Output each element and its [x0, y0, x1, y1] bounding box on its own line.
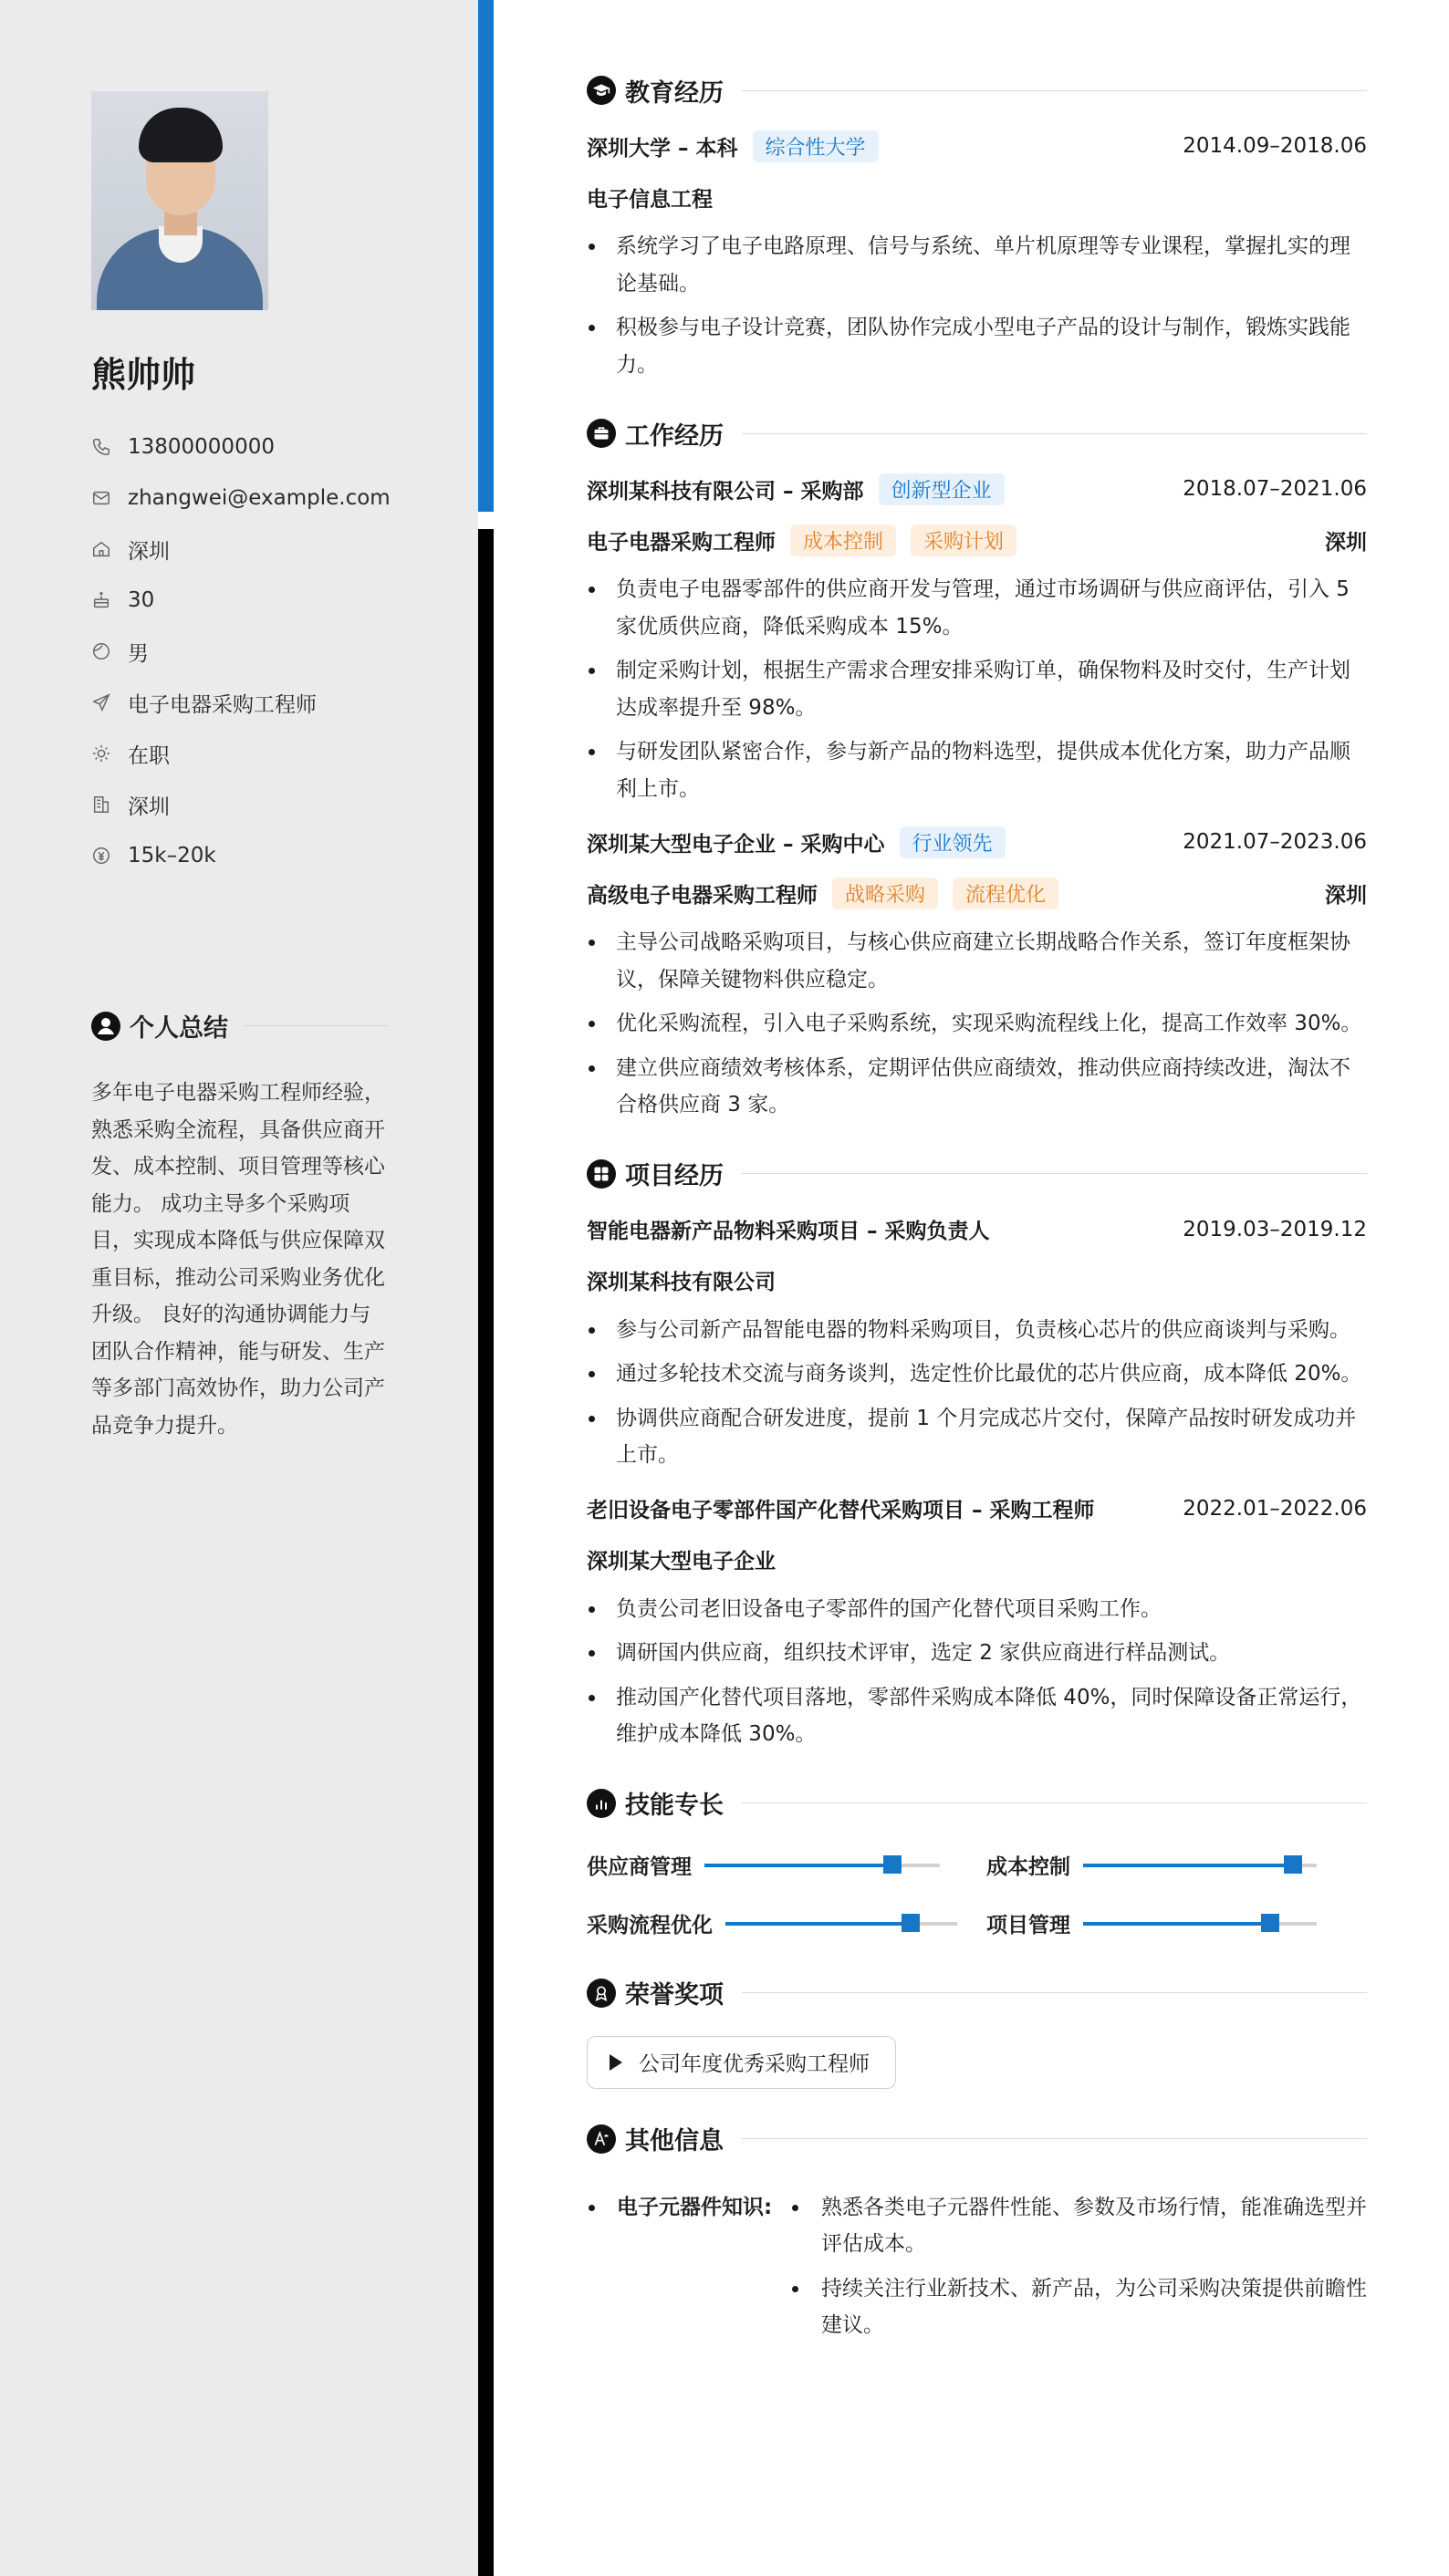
info-text: 男 — [128, 641, 149, 666]
info-email — [91, 473, 456, 524]
company-name: 深圳某大型电子企业 – 采购中心 — [587, 832, 885, 857]
education-date: 2014.09–2018.06 — [1183, 134, 1367, 158]
email-icon — [91, 488, 111, 508]
list-item: 推动国产化替代项目落地，零部件采购成本降低 40%，同时保障设备正常运行，维护成本降低 30%。 — [587, 1679, 1367, 1753]
skill-name: 成本控制 — [986, 1855, 1070, 1879]
job-city: 深圳 — [1325, 883, 1367, 908]
project-entry — [587, 1204, 1367, 1474]
skill-item — [986, 1846, 1367, 1885]
play-icon — [610, 2054, 622, 2071]
skill-name: 项目管理 — [986, 1914, 1070, 1937]
list-item: 熟悉各类电子元器件性能、参数及市场行情，能准确选型并评估成本。 — [790, 2189, 1367, 2263]
list-item: 持续关注行业新技术、新产品，为公司采购决策提供前瞻性建议。 — [790, 2270, 1367, 2344]
skill-item — [587, 1846, 986, 1885]
summary-text: 多年电子电器采购工程师经验，熟悉采购全流程，具备供应商开发、成本控制、项目管理等核心能力。 成功主导多个采购项目，实现成本降低与供应保障双重目标，推动公司采购业务优化升级。 良好的沟通协调能力与团队合作精神，能与研发、生产等多部门高效协作，助力公司产品竞争力提升。 — [91, 1081, 385, 1438]
job-date: 2021.07–2023.06 — [1183, 830, 1367, 854]
other-info — [587, 2189, 1367, 2352]
divider-accent-bar — [478, 0, 494, 512]
list-item: 调研国内供应商，组织技术评审，选定 2 家供应商进行样品测试。 — [587, 1635, 1367, 1672]
projects-heading — [587, 1157, 1367, 1191]
skill-bar — [704, 1864, 940, 1867]
summary-title: 个人总结 — [130, 1014, 228, 1043]
company-tag: 行业领先 — [900, 826, 1006, 858]
project-org: 深圳某大型电子企业 — [587, 1550, 776, 1574]
company-tag: 创新型企业 — [879, 473, 1005, 505]
job-date: 2018.07–2021.06 — [1183, 477, 1367, 501]
skill-bar — [1083, 1922, 1317, 1926]
skill-bar — [1083, 1864, 1317, 1867]
section-title: 教育经历 — [625, 78, 724, 108]
info-position — [91, 677, 456, 728]
info-text: 深圳 — [128, 795, 170, 819]
bullet-dot — [589, 2205, 595, 2211]
skill-bar-fill — [725, 1922, 911, 1926]
list-item: 负责公司老旧设备电子零部件的国产化替代项目采购工作。 — [587, 1591, 1367, 1628]
other-key: 电子元器件知识: — [617, 2195, 773, 2219]
list-item: 通过多轮技术交流与商务谈判，选定性价比最优的芯片供应商，成本降低 20%。 — [587, 1356, 1367, 1393]
education-heading — [587, 73, 1367, 108]
job-entry — [587, 816, 1367, 1124]
chart-icon — [587, 1789, 616, 1818]
skill-bar — [725, 1922, 957, 1926]
company-name: 深圳某科技有限公司 – 采购部 — [587, 479, 864, 504]
education-row — [587, 120, 1367, 171]
skill-tag: 成本控制 — [790, 525, 896, 556]
info-text: 电子电器采购工程师 — [128, 692, 317, 717]
heading-rule — [243, 1025, 388, 1026]
skill-bar-fill — [1083, 1864, 1293, 1867]
award-icon — [587, 1979, 616, 2008]
skill-tag: 采购计划 — [911, 525, 1016, 556]
list-item: 与研发团队紧密合作，参与新产品的物料选型，提供成本优化方案，助力产品顺利上市。 — [587, 733, 1367, 807]
job-entry — [587, 463, 1367, 807]
status-icon — [91, 743, 111, 763]
project-bullets — [587, 1591, 1367, 1753]
list-item: 制定采购计划，根据生产需求合理安排采购订单，确保物料及时交付，生产计划达成率提升至 98%。 — [587, 652, 1367, 726]
profile-photo — [91, 91, 268, 310]
school-tag: 综合性大学 — [753, 130, 879, 162]
user-icon — [91, 1012, 120, 1041]
skill-item — [587, 1905, 986, 1943]
list-item: 协调供应商配合研发进度，提前 1 个月完成芯片交付，保障产品按时研发成功并上市。 — [587, 1400, 1367, 1474]
honors-heading — [587, 1976, 1367, 2010]
project-org: 深圳某科技有限公司 — [587, 1271, 776, 1294]
candidate-name: 熊帅帅 — [91, 355, 196, 395]
list-item: 系统学习了电子电路原理、信号与系统、单片机原理等专业课程，掌握扎实的理论基础。 — [587, 228, 1367, 302]
heading-rule — [742, 433, 1367, 434]
heading-rule — [742, 1173, 1367, 1174]
skill-bar-fill — [704, 1864, 892, 1867]
phone-icon — [91, 437, 111, 457]
award-item — [587, 2036, 896, 2089]
info-text: 深圳 — [128, 539, 170, 564]
skill-bar-knob — [1261, 1914, 1279, 1932]
info-work-city — [91, 779, 456, 830]
info-gender — [91, 626, 456, 677]
info-text: 13800000000 — [128, 435, 275, 459]
skill-bar-knob — [1284, 1855, 1302, 1874]
divider-dark-bar — [478, 529, 494, 2576]
skill-item — [986, 1905, 1367, 1943]
building-icon — [91, 795, 111, 815]
cake-icon — [91, 590, 111, 610]
home-icon — [91, 539, 111, 559]
skill-tag: 流程优化 — [953, 878, 1058, 909]
language-icon — [587, 2124, 616, 2154]
salary-icon — [91, 846, 111, 866]
main-content — [587, 73, 1367, 2352]
heading-rule — [742, 2138, 1367, 2139]
list-item: 主导公司战略采购项目，与核心供应商建立长期战略合作关系，签订年度框架协议，保障关键物料供应稳定。 — [587, 924, 1367, 998]
major-name: 电子信息工程 — [587, 187, 713, 212]
other-bullets — [790, 2189, 1367, 2352]
section-title: 荣誉奖项 — [625, 1981, 724, 2010]
list-item: 建立供应商绩效考核体系，定期评估供应商绩效，推动供应商持续改进，淘汰不合格供应商 3 家。 — [587, 1050, 1367, 1124]
award-text: 公司年度优秀采购工程师 — [639, 2052, 870, 2076]
send-icon — [91, 692, 111, 712]
project-name: 智能电器新产品物料采购项目 – 采购负责人 — [587, 1220, 990, 1243]
project-bullets — [587, 1312, 1367, 1474]
list-item: 优化采购流程，引入电子采购系统，实现采购流程线上化，提高工作效率 30%。 — [587, 1005, 1367, 1043]
project-date: 2022.01–2022.06 — [1183, 1496, 1367, 1521]
skill-bar-fill — [1083, 1922, 1270, 1926]
education-bullets — [587, 228, 1367, 383]
gender-icon — [91, 641, 111, 661]
job-role: 高级电子电器采购工程师 — [587, 883, 818, 908]
section-title: 技能专长 — [625, 1792, 724, 1820]
graduation-cap-icon — [587, 76, 616, 105]
info-salary — [91, 830, 456, 881]
work-heading — [587, 416, 1367, 451]
info-text: 30 — [128, 588, 155, 612]
list-item: 参与公司新产品智能电器的物料采购项目，负责核心芯片的供应商谈判与采购。 — [587, 1312, 1367, 1349]
heading-rule — [742, 1992, 1367, 1993]
project-name: 老旧设备电子零部件国产化替代采购项目 – 采购工程师 — [587, 1499, 1095, 1522]
info-text: zhangwei@example.com — [128, 486, 391, 510]
job-bullets — [587, 571, 1367, 807]
section-title: 工作经历 — [625, 421, 724, 451]
info-age — [91, 575, 456, 626]
grid-icon — [587, 1159, 616, 1189]
list-item: 负责电子电器零部件的供应商开发与管理，通过市场调研与供应商评估，引入 5 家优质供应商，降低采购成本 15%。 — [587, 571, 1367, 645]
contact-info-list — [91, 421, 456, 881]
job-bullets — [587, 924, 1367, 1124]
list-item: 积极参与电子设计竞赛，团队协作完成小型电子产品的设计与制作，锻炼实践能力。 — [587, 309, 1367, 383]
sidebar — [0, 0, 478, 2576]
major-row — [587, 171, 1367, 223]
other-heading — [587, 2122, 1367, 2156]
job-city: 深圳 — [1325, 530, 1367, 555]
skill-name: 采购流程优化 — [587, 1914, 713, 1937]
section-title: 项目经历 — [625, 1162, 724, 1190]
info-text: 在职 — [128, 743, 170, 768]
briefcase-icon — [587, 419, 616, 448]
skills-heading — [587, 1786, 1367, 1821]
project-date: 2019.03–2019.12 — [1183, 1217, 1367, 1241]
skill-bar-knob — [902, 1914, 920, 1932]
info-phone — [91, 421, 456, 473]
project-entry — [587, 1483, 1367, 1753]
section-title: 其他信息 — [625, 2127, 724, 2155]
info-status — [91, 728, 456, 779]
skill-bar-knob — [883, 1855, 902, 1874]
job-role: 电子电器采购工程师 — [587, 530, 776, 555]
school-name: 深圳大学 – 本科 — [587, 136, 738, 161]
heading-rule — [742, 90, 1367, 91]
info-city — [91, 524, 456, 575]
skill-name: 供应商管理 — [587, 1855, 692, 1879]
skills-grid — [587, 1846, 1367, 1943]
heading-rule — [742, 1802, 1367, 1803]
summary-heading — [91, 1008, 388, 1044]
skill-tag: 战略采购 — [832, 878, 938, 909]
info-text: 15k–20k — [128, 844, 216, 867]
